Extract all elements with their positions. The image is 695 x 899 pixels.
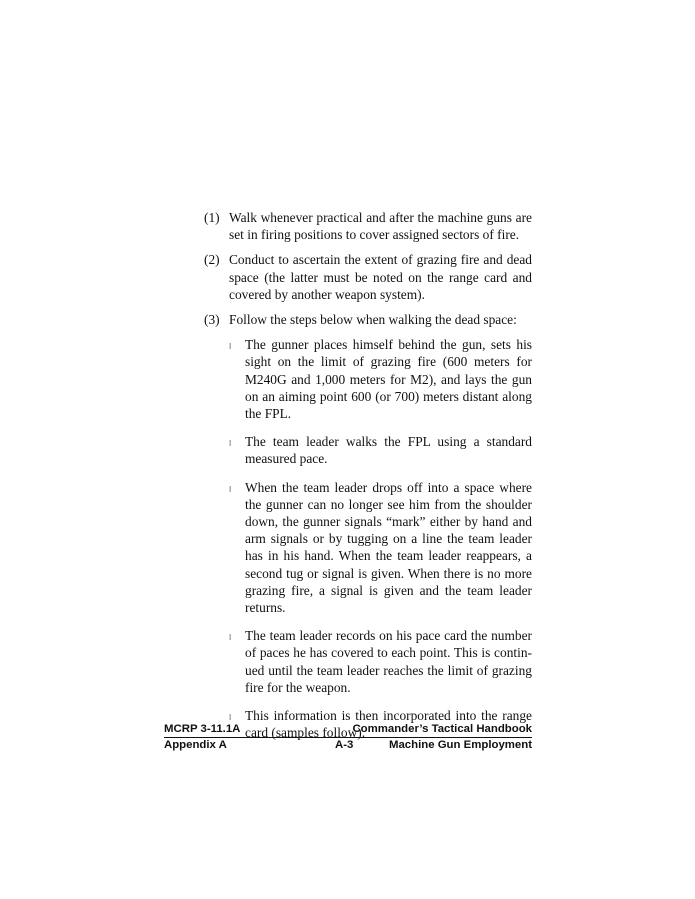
body-text	[204, 209, 532, 752]
bullet-icon: l	[229, 713, 232, 723]
footer-top-row	[164, 723, 532, 738]
bullet-text: The gunner places himself behind the gun, sets his sight on the limit of grazing fire (600 meters for M240G and 1,000 meters for M2), and lays the gun on an aiming point 600 (or 700) meters distant along the FPL.	[245, 337, 532, 422]
step-2	[204, 251, 532, 303]
step-text: Follow the steps below when walking the dead space:	[229, 312, 517, 328]
page-footer	[164, 723, 532, 752]
step-number: (3)	[204, 312, 220, 328]
appendix-label: Appendix A	[164, 739, 227, 751]
step-number: (1)	[204, 210, 220, 225]
publication-number: MCRP 3-11.1A	[164, 723, 241, 735]
bullet-icon: l	[229, 484, 232, 494]
step-3	[204, 311, 532, 328]
bullet-text: The team leader records on his pace card the number of paces he has covered to each point. This is contin-ued until the team leader reaches the limit of grazing fire for the weapon.	[245, 628, 532, 695]
list-item	[204, 433, 532, 467]
bullet-text: The team leader walks the FPL using a standard measured pace.	[245, 434, 532, 467]
bullet-icon: l	[229, 633, 232, 643]
bullet-icon: l	[229, 342, 232, 352]
bullet-text: This information is then incorporated into the range card (samples follow).	[245, 708, 532, 741]
section-title: Machine Gun Employment	[388, 739, 532, 751]
step-number: (2)	[204, 252, 220, 268]
list-item	[204, 479, 532, 617]
step-text: Conduct to ascertain the extent of grazing fire and dead space (the latter must be noted on the range card and covered by another weapon system).	[229, 252, 532, 302]
list-item	[204, 336, 532, 422]
bullet-list	[204, 336, 532, 741]
step-text: Walk whenever practical and after the machine guns are set in firing positions to cover assigned sectors of fire.	[229, 210, 532, 243]
handbook-title: Commander’s Tactical Handbook	[352, 723, 532, 735]
bullet-text: When the team leader drops off into a space where the gunner can no longer see him from the shoulder down, the gunner signals “mark” either by hand and arm signals or by tugging on a line the team leader has in his hand. When the team leader reappears, a second tug or signal is given. When there is no more grazing fire, a signal is given and the team leader returns.	[245, 479, 532, 616]
page-number: A-3	[335, 739, 354, 751]
list-item	[204, 627, 532, 696]
step-1	[204, 209, 532, 243]
footer-bottom-row	[164, 738, 532, 752]
bullet-icon: l	[229, 439, 232, 449]
